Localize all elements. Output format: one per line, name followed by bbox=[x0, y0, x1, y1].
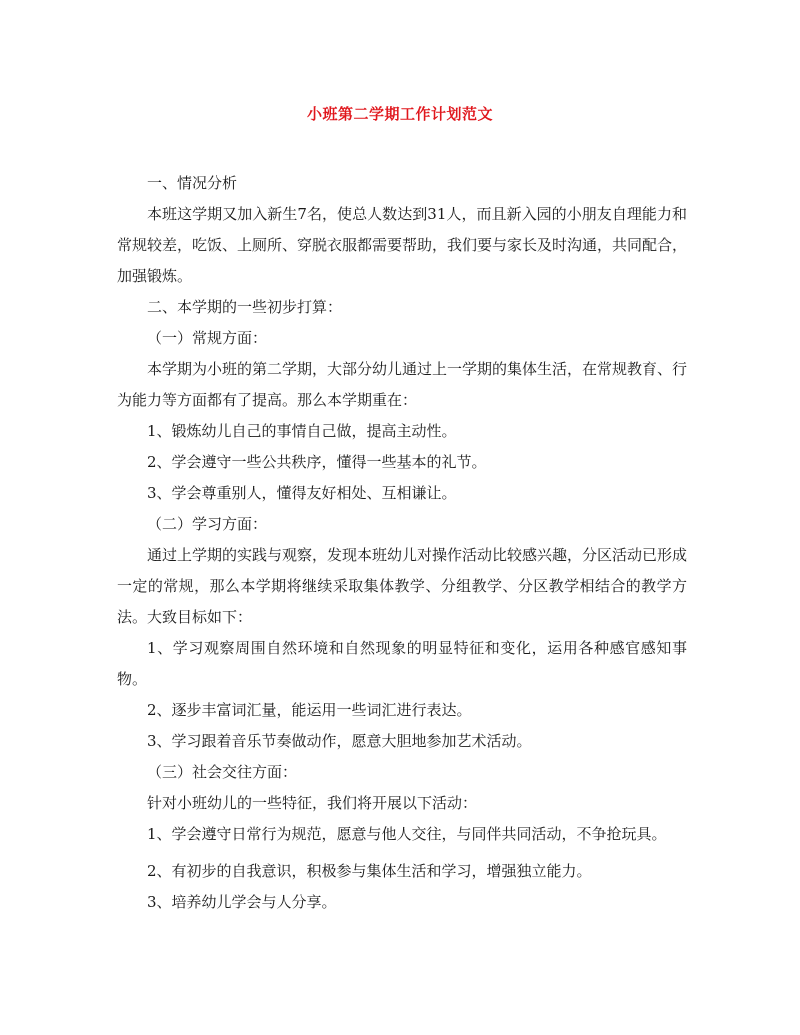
subsection-heading: （一）常规方面： bbox=[147, 329, 268, 347]
subsection-heading: （三）社会交往方面： bbox=[147, 763, 298, 781]
list-item: 3、培养幼儿学会与人分享。 bbox=[147, 893, 337, 911]
list-item: 2、逐步丰富词汇量，能运用一些词汇进行表达。 bbox=[147, 701, 472, 719]
list-item: 1、学会遵守日常行为规范，愿意与他人交往，与同伴共同活动，不争抢玩具。 bbox=[147, 825, 667, 843]
paragraph: 针对小班幼儿的一些特征，我们将开展以下活动： bbox=[147, 794, 478, 812]
list-item: 1、学习观察周围自然环境和自然现象的明显特征和变化，运用各种感官感知事物。 bbox=[117, 639, 687, 688]
document-body bbox=[117, 168, 687, 918]
list-item: 1、锻炼幼儿自己的事情自己做，提高主动性。 bbox=[147, 422, 457, 440]
section-heading: 一、情况分析 bbox=[147, 174, 238, 192]
paragraph: 本班这学期又加入新生7名，使总人数达到31人，而且新入园的小朋友自理能力和常规较差，吃饭、上厕所、穿脱衣服都需要帮助，我们要与家长及时沟通，共同配合，加强锻炼。 bbox=[117, 205, 688, 285]
paragraph: 通过上学期的实践与观察，发现本班幼儿对操作活动比较感兴趣，分区活动已形成一定的常规，那么本学期将继续采取集体教学、分组教学、分区教学相结合的教学方法。大致目标如下： bbox=[117, 546, 688, 626]
subsection-heading: （二）学习方面： bbox=[147, 515, 268, 533]
document-title: 小班第二学期工作计划范文 bbox=[306, 105, 493, 123]
list-item: 3、学习跟着音乐节奏做动作，愿意大胆地参加艺术活动。 bbox=[147, 732, 532, 750]
section-heading: 二、本学期的一些初步打算： bbox=[147, 298, 343, 316]
list-item: 2、学会遵守一些公共秩序，懂得一些基本的礼节。 bbox=[147, 453, 487, 471]
paragraph: 本学期为小班的第二学期，大部分幼儿通过上一学期的集体生活，在常规教育、行为能力等方面都有了提高。那么本学期重在： bbox=[117, 360, 688, 409]
list-item: 2、有初步的自我意识，积极参与集体生活和学习，增强独立能力。 bbox=[147, 862, 592, 880]
list-item: 3、学会尊重别人，懂得友好相处、互相谦让。 bbox=[147, 484, 457, 502]
